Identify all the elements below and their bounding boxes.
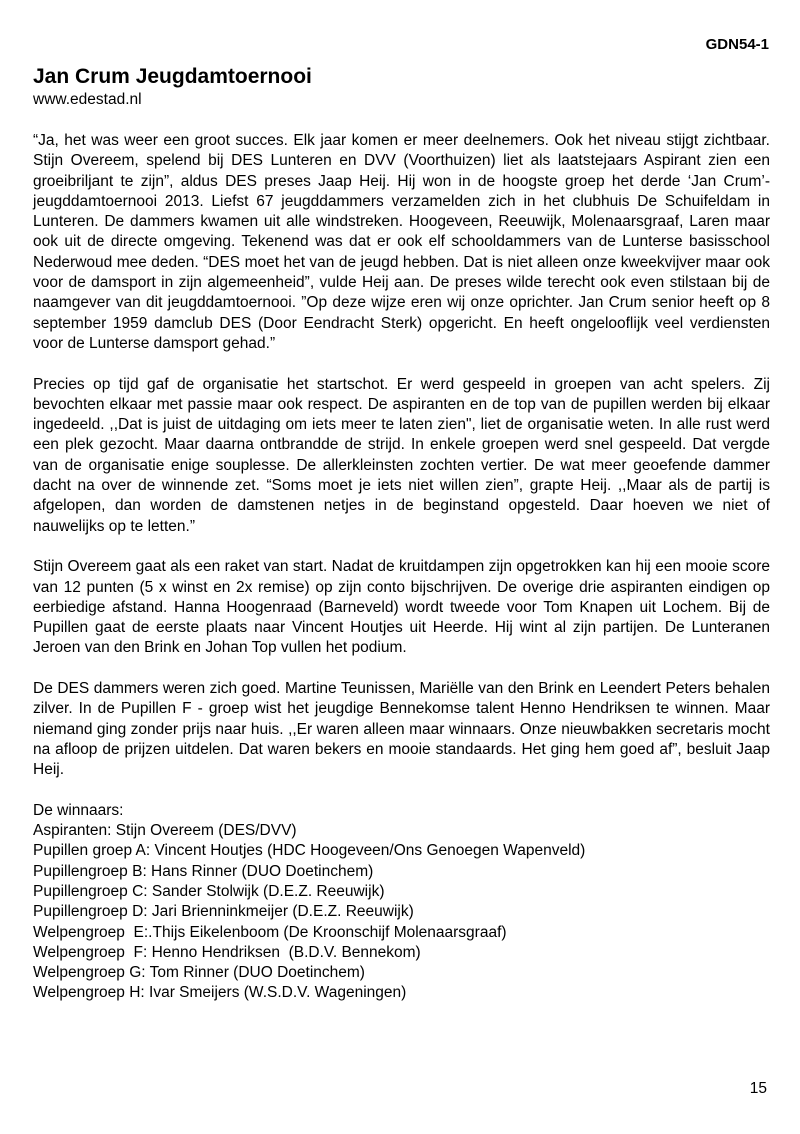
paragraph: “Ja, het was weer een groot succes. Elk jaar komen er meer deelnemers. Ook het niveau stijgt zichtbaar. Stijn Overeem, spelend bij DES Lunteren en DVV (Voorthuizen) liet als laatstejaars Aspirant zien een groeibriljant te zijn”, aldus DES preses Jaap Heij. Hij won in de hoogste groep het derde ‘Jan Crum’-jeugddamtoernooi 2013. Liefst 67 jeugddammers verzamelden zich in het clubhuis De Schuifeldam in Lunteren. De dammers kwamen uit alle windstreken. Hoogeveen, Reeuwijk, Molenaarsgraaf, Laren maar ook uit de directe omgeving. Tekenend was dat er ook elf schooldammers van de Lunterse basisschool Nederwoud mee deden. “DES moet het van de jeugd hebben. Dat is niet alleen onze kweekvijver maar ook voor de damsport in zijn algemeenheid”, vulde Heij aan. De preses wilde terecht ook even stilstaan bij de naamgever van dit jeugddamtoernooi. ”Op deze wijze eren wij onze oprichter. Jan Crum senior heeft op 8 september 1959 damclub DES (Door Eendracht Sterk) opgericht. En heeft ongelooflijk veel verdiensten voor de Lunterse damsport gehad.” [33, 132, 770, 352]
winner-item: Welpengroep F: Henno Hendriksen (B.D.V. Bennekom) [33, 943, 421, 961]
winner-item: Pupillen groep A: Vincent Houtjes (HDC Hoogeveen/Ons Genoegen Wapenveld) [33, 842, 586, 860]
winners-list [33, 821, 770, 1004]
article-title: Jan Crum Jeugdamtoernooi [33, 65, 312, 88]
winner-item: Welpengroep E:.Thijs Eikelenboom (De Kroonschijf Molenaarsgraaf) [33, 923, 507, 941]
document-code: GDN54-1 [705, 36, 769, 53]
winner-item: Aspiranten: Stijn Overeem (DES/DVV) [33, 822, 297, 840]
winner-item: Pupillengroep D: Jari Brienninkmeijer (D.E.Z. Reeuwijk) [33, 903, 414, 921]
article-body [33, 131, 770, 1004]
page-number: 15 [749, 1080, 767, 1097]
winner-item: Pupillengroep B: Hans Rinner (DUO Doetinchem) [33, 862, 374, 880]
article-header [33, 64, 773, 110]
winner-item: Welpengroep G: Tom Rinner (DUO Doetinchem) [33, 964, 365, 982]
paragraph: Stijn Overeem gaat als een raket van start. Nadat de kruitdampen zijn opgetrokken kan hij een mooie score van 12 punten (5 x winst en 2x remise) op zijn conto bijschrijven. De overige drie aspiranten eindigen op eerbiedige afstand. Hanna Hoogenraad (Barneveld) wordt tweede voor Tom Knapen uit Lochem. Bij de Pupillen gaat de eerste plaats naar Vincent Houtjes uit Heerde. Hij wint al zijn partijen. De Lunteranen Jeroen van den Brink en Johan Top vullen het podium. [33, 558, 770, 657]
winner-item: Pupillengroep C: Sander Stolwijk (D.E.Z. Reeuwijk) [33, 882, 385, 900]
paragraph: Precies op tijd gaf de organisatie het startschot. Er werd gespeeld in groepen van acht spelers. Zij bevochten elkaar met passie maar ook respect. De aspiranten en de top van de pupillen werden bij elkaar ingedeeld. ,,Dat is juist de uitdaging om iets meer te laten zien", liet de organisatie weten. In alle rust werd een plek gezocht. Maar daarna ontbrandde de strijd. In enkele groepen werd snel gespeeld. Dat vergde van de organisatie enige souplesse. De allerkleinsten zochten vertier. De wat meer geoefende dammer dacht na over de winnende zet. “Soms moet je iets niet willen zien”, grapte Heij. ,,Maar als de partij is afgelopen, dan worden de damstenen netjes in de beginstand opgesteld. Daar hoeven we niet of nauwelijks op te letten.” [33, 375, 770, 535]
article-source: www.edestad.nl [33, 91, 142, 108]
paragraph: De DES dammers weren zich goed. Martine Teunissen, Mariëlle van den Brink en Leendert Peters behalen zilver. In de Pupillen F - groep wist het jeugdige Bennekomse talent Henno Hendriksen te winnen. Maar niemand ging zonder prijs naar huis. ,,Er waren alleen maar winnaars. Onze nieuwbakken secretaris mocht na afloop de prijzen uitdelen. Dat waren bekers en mooie standaards. Het ging hem goed af”, besluit Jaap Heij. [33, 680, 770, 779]
winners-heading: De winnaars: [33, 801, 124, 819]
winner-item: Welpengroep H: Ivar Smeijers (W.S.D.V. Wageningen) [33, 984, 407, 1002]
